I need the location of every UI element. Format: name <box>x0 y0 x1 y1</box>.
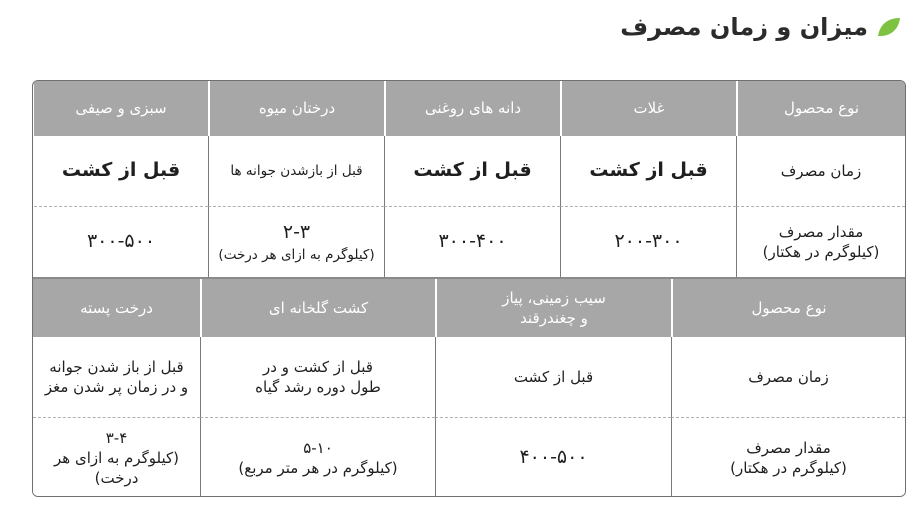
time-cereals: قبل از کشت <box>560 136 736 207</box>
header-crop-type: نوع محصول <box>736 81 905 136</box>
time-oilseeds: قبل از کشت <box>384 136 560 207</box>
amount-cereals: ۲۰۰-۳۰۰ <box>560 207 736 277</box>
time-vegetables: قبل از کشت <box>34 136 208 207</box>
header-vegetables: سبزی و صیفی <box>34 81 208 136</box>
table-crops-2 <box>33 277 905 497</box>
dosage-table <box>32 80 906 497</box>
row-label-amount: مقدار مصرف (کیلوگرم در هکتار) <box>736 207 905 277</box>
row-label-time-2: زمان مصرف <box>671 337 905 418</box>
time-pistachio: قبل از باز شدن جوانه و در زمان پر شدن مغز <box>33 337 200 418</box>
header-pistachio: درخت پسته <box>33 279 200 337</box>
page-title: میزان و زمان مصرف <box>620 13 868 41</box>
amount-oilseeds: ۳۰۰-۴۰۰ <box>384 207 560 277</box>
row-label-amount-2: مقدار مصرف (کیلوگرم در هکتار) <box>671 418 905 497</box>
leaf-icon <box>876 16 902 38</box>
header-potato-onion-beet: سیب زمینی، پیاز و چغندرقند <box>435 279 671 337</box>
amount-fruit-trees: ۲-۳ (کیلوگرم به ازای هر درخت) <box>208 207 384 277</box>
amount-vegetables: ۳۰۰-۵۰۰ <box>34 207 208 277</box>
header-oilseeds: دانه های روغنی <box>384 81 560 136</box>
header-cereals: غلات <box>560 81 736 136</box>
header-fruit-trees: درختان میوه <box>208 81 384 136</box>
amount-greenhouse: ۵-۱۰ (کیلوگرم در هر متر مربع) <box>200 418 435 497</box>
amount-potato: ۴۰۰-۵۰۰ <box>435 418 671 497</box>
time-potato: قبل از کشت <box>435 337 671 418</box>
amount-pistachio: ۳-۴ (کیلوگرم به ازای هر درخت) <box>33 418 200 497</box>
header-greenhouse: کشت گلخانه ای <box>200 279 435 337</box>
section-title <box>620 10 902 44</box>
row-label-time: زمان مصرف <box>736 136 905 207</box>
header-crop-type-2: نوع محصول <box>671 279 905 337</box>
time-greenhouse: قبل از کشت و در طول دوره رشد گیاه <box>200 337 435 418</box>
table-crops-1 <box>33 81 905 277</box>
time-fruit-trees: قبل از بازشدن جوانه ها <box>208 136 384 207</box>
